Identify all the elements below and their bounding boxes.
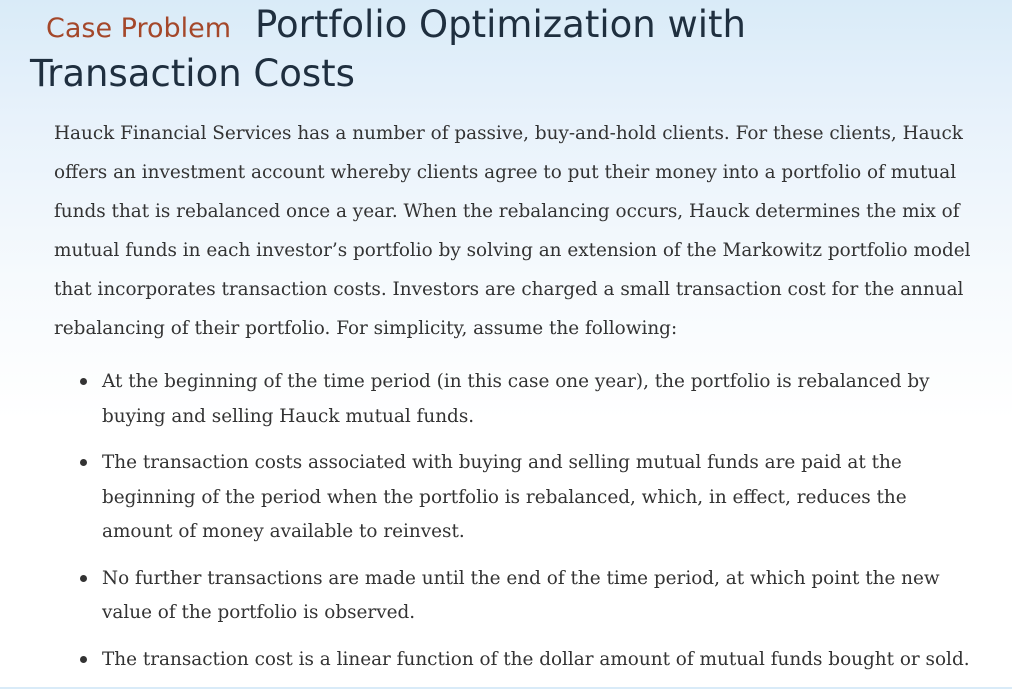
intro-paragraph: Hauck Financial Services has a number of passive, buy-and-hold clients. For these clients, Hauck offers an investment account whereby clients agree to put their money into a portfolio of mutual funds that is rebalanced once a year. When the rebalancing occurs, Hauck determines the mix of mutual funds in each investor’s portfolio by solving an extension of the Markowitz portfolio model that incorporates transaction costs. Investors are charged a small transaction cost for the annual rebalancing of their portfolio. For simplicity, assume the following: bbox=[54, 123, 971, 339]
heading-line-1 bbox=[30, 3, 746, 46]
case-title-line-2: Transaction Costs bbox=[30, 52, 355, 95]
list-item-text: The transaction costs associated with buying and selling mutual funds are paid at the beginning of the period when the portfolio is rebalanced, which, in effect, reduces the amount of money available to reinvest. bbox=[102, 452, 907, 542]
list-item bbox=[0, 562, 1012, 631]
list-item-text: The transaction cost is a linear function of the dollar amount of mutual funds bought or sold. bbox=[102, 648, 970, 670]
bullet-dot-icon bbox=[80, 575, 87, 582]
list-item bbox=[0, 643, 1012, 678]
list-item bbox=[0, 365, 1012, 434]
list-item-text: At the beginning of the time period (in this case one year), the portfolio is rebalanced by buying and selling Hauck mutual funds. bbox=[102, 371, 930, 427]
bullet-dot-icon bbox=[80, 459, 87, 466]
assumptions-list bbox=[0, 365, 1012, 689]
case-title-line-1: Portfolio Optimization with bbox=[255, 3, 746, 46]
list-item-text: No further transactions are made until the end of the time period, at which point the new value of the portfolio is observed. bbox=[102, 567, 940, 623]
bullet-dot-icon bbox=[80, 378, 87, 385]
bullet-dot-icon bbox=[80, 656, 87, 663]
list-item bbox=[0, 446, 1012, 550]
case-problem-label: Case Problem bbox=[46, 13, 232, 44]
